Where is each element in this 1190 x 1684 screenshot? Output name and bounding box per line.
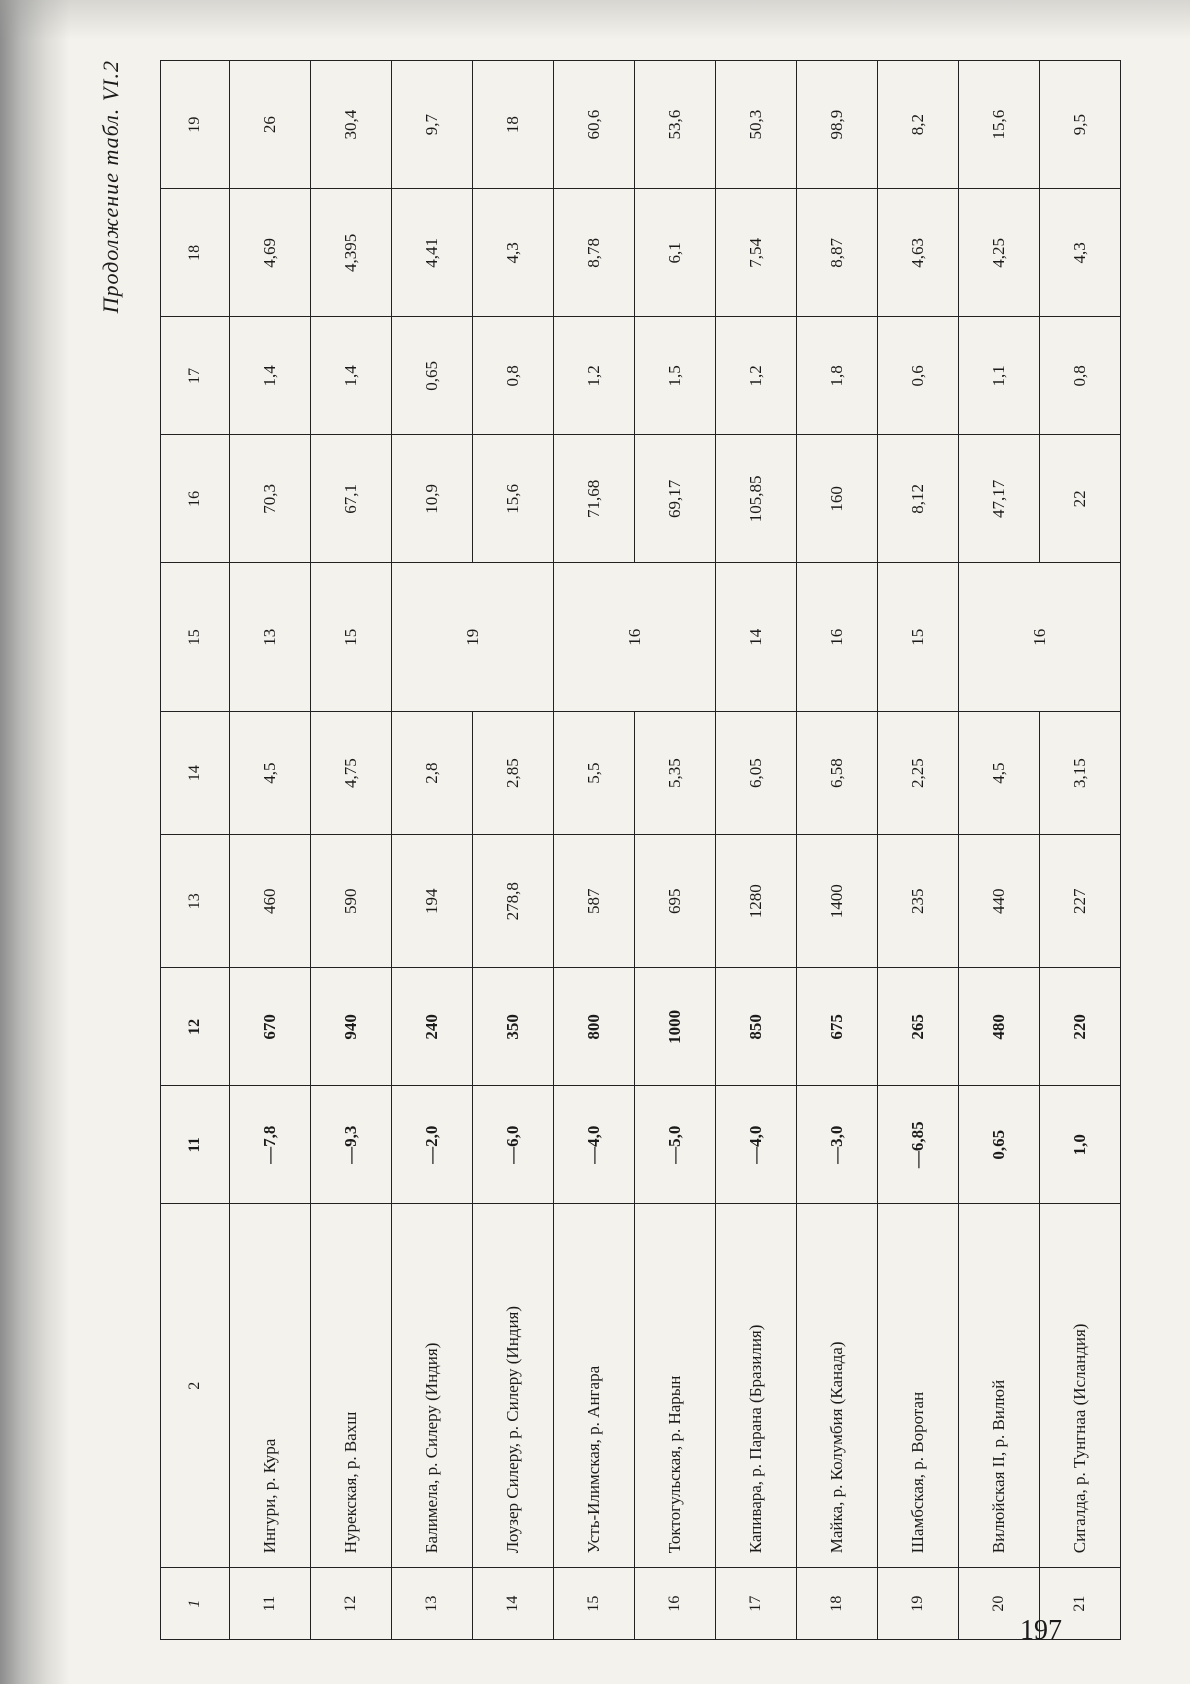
cell-c18: 4,3 [1040, 189, 1121, 317]
cell-c13: 1280 [716, 835, 797, 968]
cell-c16: 71,68 [554, 435, 635, 563]
cell-c14: 4,5 [230, 712, 311, 835]
table-row [797, 61, 878, 1640]
col-header-12: 12 [161, 968, 230, 1086]
cell-c12: 265 [878, 968, 959, 1086]
cell-c15: 14 [716, 563, 797, 712]
cell-c11: —2,0 [392, 1086, 473, 1204]
cell-c15: 15 [311, 563, 392, 712]
cell-c16: 67,1 [311, 435, 392, 563]
cell-c15: 13 [230, 563, 311, 712]
station-name: Майка, р. Колумбия (Канада) [797, 1204, 878, 1568]
cell-c13: 194 [392, 835, 473, 968]
cell-c11: —6,85 [878, 1086, 959, 1204]
cell-c12: 800 [554, 968, 635, 1086]
cell-c17: 1,8 [797, 317, 878, 435]
table-row [635, 61, 716, 1640]
scan-shadow-top [0, 0, 1190, 40]
row-number: 13 [392, 1568, 473, 1640]
cell-c19: 60,6 [554, 61, 635, 189]
cell-c16: 47,17 [959, 435, 1040, 563]
cell-c11: —3,0 [797, 1086, 878, 1204]
page-number: 197 [1020, 1615, 1062, 1646]
table-row [878, 61, 959, 1640]
data-table [160, 60, 1121, 1640]
col-header-17: 17 [161, 317, 230, 435]
cell-c18: 4,63 [878, 189, 959, 317]
cell-c15-merged: 16 [554, 563, 716, 712]
row-number: 21 [1040, 1568, 1121, 1640]
cell-c18: 4,69 [230, 189, 311, 317]
cell-c19: 9,5 [1040, 61, 1121, 189]
cell-c14: 3,15 [1040, 712, 1121, 835]
table-row [473, 61, 554, 1640]
cell-c19: 18 [473, 61, 554, 189]
cell-c12: 350 [473, 968, 554, 1086]
cell-c19: 53,6 [635, 61, 716, 189]
station-name: Балимела, р. Силеру (Индия) [392, 1204, 473, 1568]
cell-c16: 8,12 [878, 435, 959, 563]
row-number: 19 [878, 1568, 959, 1640]
cell-c13: 460 [230, 835, 311, 968]
table-row [959, 61, 1040, 1640]
cell-c14: 6,58 [797, 712, 878, 835]
station-name: Вилюйская II, р. Вилюй [959, 1204, 1040, 1568]
cell-c19: 8,2 [878, 61, 959, 189]
col-header-1: 1 [161, 1568, 230, 1640]
station-name: Шамбская, р. Воротан [878, 1204, 959, 1568]
cell-c14: 2,85 [473, 712, 554, 835]
cell-c19: 26 [230, 61, 311, 189]
cell-c16: 105,85 [716, 435, 797, 563]
station-name: Капивара, р. Парана (Бразилия) [716, 1204, 797, 1568]
cell-c16: 22 [1040, 435, 1121, 563]
header-row [161, 61, 230, 1640]
cell-c11: —4,0 [554, 1086, 635, 1204]
col-header-19: 19 [161, 61, 230, 189]
cell-c15-merged: 19 [392, 563, 554, 712]
cell-c14: 4,5 [959, 712, 1040, 835]
cell-c17: 1,2 [716, 317, 797, 435]
station-name: Усть-Илимская, р. Ангара [554, 1204, 635, 1568]
cell-c12: 670 [230, 968, 311, 1086]
station-name: Ингури, р. Кура [230, 1204, 311, 1568]
station-name: Лоузер Силеру, р. Силеру (Индия) [473, 1204, 554, 1568]
cell-c19: 98,9 [797, 61, 878, 189]
col-header-11: 11 [161, 1086, 230, 1204]
cell-c18: 6,1 [635, 189, 716, 317]
cell-c19: 50,3 [716, 61, 797, 189]
cell-c12: 850 [716, 968, 797, 1086]
cell-c15: 15 [878, 563, 959, 712]
cell-c18: 8,78 [554, 189, 635, 317]
cell-c12: 480 [959, 968, 1040, 1086]
cell-c16: 15,6 [473, 435, 554, 563]
row-number: 17 [716, 1568, 797, 1640]
cell-c13: 1400 [797, 835, 878, 968]
cell-c15-merged: 16 [959, 563, 1121, 712]
cell-c16: 70,3 [230, 435, 311, 563]
cell-c13: 227 [1040, 835, 1121, 968]
row-number: 15 [554, 1568, 635, 1640]
cell-c18: 4,41 [392, 189, 473, 317]
row-number: 18 [797, 1568, 878, 1640]
cell-c17: 1,1 [959, 317, 1040, 435]
cell-c17: 0,8 [1040, 317, 1121, 435]
col-header-14: 14 [161, 712, 230, 835]
cell-c19: 9,7 [392, 61, 473, 189]
cell-c16: 10,9 [392, 435, 473, 563]
cell-c12: 1000 [635, 968, 716, 1086]
cell-c14: 6,05 [716, 712, 797, 835]
cell-c13: 235 [878, 835, 959, 968]
cell-c11: —6,0 [473, 1086, 554, 1204]
cell-c14: 2,25 [878, 712, 959, 835]
col-header-16: 16 [161, 435, 230, 563]
row-number: 20 [959, 1568, 1040, 1640]
table-caption: Продолжение табл. VI.2 [98, 60, 123, 314]
cell-c17: 1,2 [554, 317, 635, 435]
table-row [230, 61, 311, 1640]
row-number: 16 [635, 1568, 716, 1640]
table-row [716, 61, 797, 1640]
cell-c18: 7,54 [716, 189, 797, 317]
cell-c17: 0,6 [878, 317, 959, 435]
cell-c19: 15,6 [959, 61, 1040, 189]
cell-c16: 69,17 [635, 435, 716, 563]
station-name: Нурекская, р. Вахш [311, 1204, 392, 1568]
cell-c17: 0,65 [392, 317, 473, 435]
cell-c14: 5,35 [635, 712, 716, 835]
cell-c12: 940 [311, 968, 392, 1086]
cell-c12: 240 [392, 968, 473, 1086]
cell-c19: 30,4 [311, 61, 392, 189]
cell-c14: 5,5 [554, 712, 635, 835]
cell-c13: 590 [311, 835, 392, 968]
row-number: 12 [311, 1568, 392, 1640]
station-name: Сигалда, р. Тунгнаа (Исландия) [1040, 1204, 1121, 1568]
table-row [311, 61, 392, 1640]
cell-c13: 695 [635, 835, 716, 968]
scan-shadow [0, 0, 70, 1684]
row-number: 11 [230, 1568, 311, 1640]
cell-c11: 0,65 [959, 1086, 1040, 1204]
cell-c18: 4,25 [959, 189, 1040, 317]
col-header-2: 2 [161, 1204, 230, 1568]
cell-c11: —4,0 [716, 1086, 797, 1204]
cell-c11: —9,3 [311, 1086, 392, 1204]
table-row [1040, 61, 1121, 1640]
row-number: 14 [473, 1568, 554, 1640]
table-row [554, 61, 635, 1640]
col-header-13: 13 [161, 835, 230, 968]
cell-c14: 2,8 [392, 712, 473, 835]
cell-c15: 16 [797, 563, 878, 712]
cell-c18: 4,395 [311, 189, 392, 317]
col-header-18: 18 [161, 189, 230, 317]
cell-c18: 4,3 [473, 189, 554, 317]
table-row [392, 61, 473, 1640]
cell-c11: —7,8 [230, 1086, 311, 1204]
cell-c12: 220 [1040, 968, 1121, 1086]
cell-c17: 0,8 [473, 317, 554, 435]
cell-c17: 1,4 [230, 317, 311, 435]
cell-c13: 440 [959, 835, 1040, 968]
station-name: Токтогульская, р. Нарын [635, 1204, 716, 1568]
cell-c11: —5,0 [635, 1086, 716, 1204]
cell-c12: 675 [797, 968, 878, 1086]
cell-c13: 587 [554, 835, 635, 968]
cell-c18: 8,87 [797, 189, 878, 317]
cell-c17: 1,4 [311, 317, 392, 435]
col-header-15: 15 [161, 563, 230, 712]
rotated-page [98, 60, 1100, 1640]
cell-c11: 1,0 [1040, 1086, 1121, 1204]
cell-c16: 160 [797, 435, 878, 563]
cell-c13: 278,8 [473, 835, 554, 968]
cell-c14: 4,75 [311, 712, 392, 835]
cell-c17: 1,5 [635, 317, 716, 435]
